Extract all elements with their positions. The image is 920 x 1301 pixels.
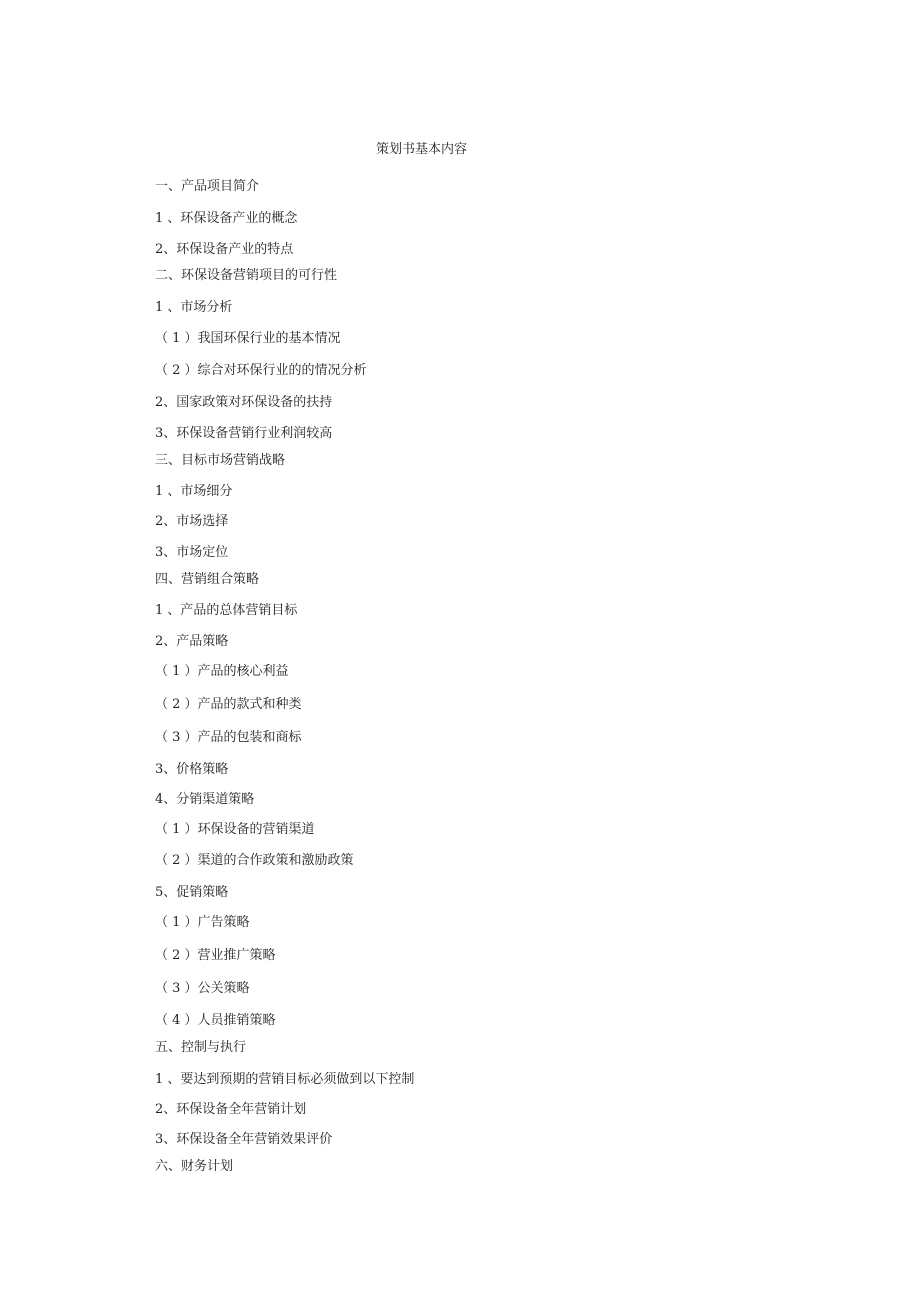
outline-item: 2、市场选择 — [155, 514, 229, 529]
outline-item: 2、国家政策对环保设备的扶持 — [155, 395, 333, 410]
section-heading-3: 三、目标市场营销战略 — [155, 453, 286, 468]
outline-subitem: （ 3 ）公关策略 — [155, 981, 250, 996]
outline-item: 2、环保设备产业的特点 — [155, 242, 294, 257]
outline-subitem: （ 1 ）我国环保行业的基本情况 — [155, 331, 341, 346]
outline-item: 3、价格策略 — [155, 762, 229, 777]
outline-item: 4、分销渠道策略 — [155, 792, 255, 807]
section-heading-1: 一、产品项目简介 — [155, 179, 260, 194]
outline-item: 1 、市场细分 — [155, 484, 233, 499]
outline-subitem: （ 4 ）人员推销策略 — [155, 1013, 276, 1028]
outline-subitem: （ 1 ）产品的核心利益 — [155, 664, 289, 679]
outline-subitem: （ 3 ）产品的包装和商标 — [155, 730, 302, 745]
outline-item: 1 、环保设备产业的概念 — [155, 211, 298, 226]
page-title: 策划书基本内容 — [375, 142, 467, 157]
outline-item: 5、促销策略 — [155, 885, 229, 900]
outline-item: 1 、市场分析 — [155, 300, 233, 315]
outline-item: 3、环保设备营销行业利润较高 — [155, 426, 333, 441]
section-heading-5: 五、控制与执行 — [155, 1040, 247, 1055]
outline-subitem: （ 1 ）环保设备的营销渠道 — [155, 822, 315, 837]
section-heading-2: 二、环保设备营销项目的可行性 — [155, 268, 338, 283]
outline-subitem: （ 2 ）综合对环保行业的的情况分析 — [155, 363, 367, 378]
outline-subitem: （ 1 ）广告策略 — [155, 915, 250, 930]
outline-subitem: （ 2 ）营业推广策略 — [155, 948, 276, 963]
outline-item: 2、产品策略 — [155, 634, 229, 649]
outline-item: 1 、要达到预期的营销目标必须做到以下控制 — [155, 1072, 415, 1087]
outline-item: 1 、产品的总体营销目标 — [155, 603, 298, 618]
outline-item: 2、环保设备全年营销计划 — [155, 1102, 307, 1117]
section-heading-6: 六、财务计划 — [155, 1159, 234, 1174]
outline-item: 3、市场定位 — [155, 545, 229, 560]
section-heading-4: 四、营销组合策略 — [155, 572, 260, 587]
outline-item: 3、环保设备全年营销效果评价 — [155, 1132, 333, 1147]
outline-subitem: （ 2 ）产品的款式和种类 — [155, 697, 302, 712]
outline-subitem: （ 2 ）渠道的合作政策和激励政策 — [155, 853, 354, 868]
